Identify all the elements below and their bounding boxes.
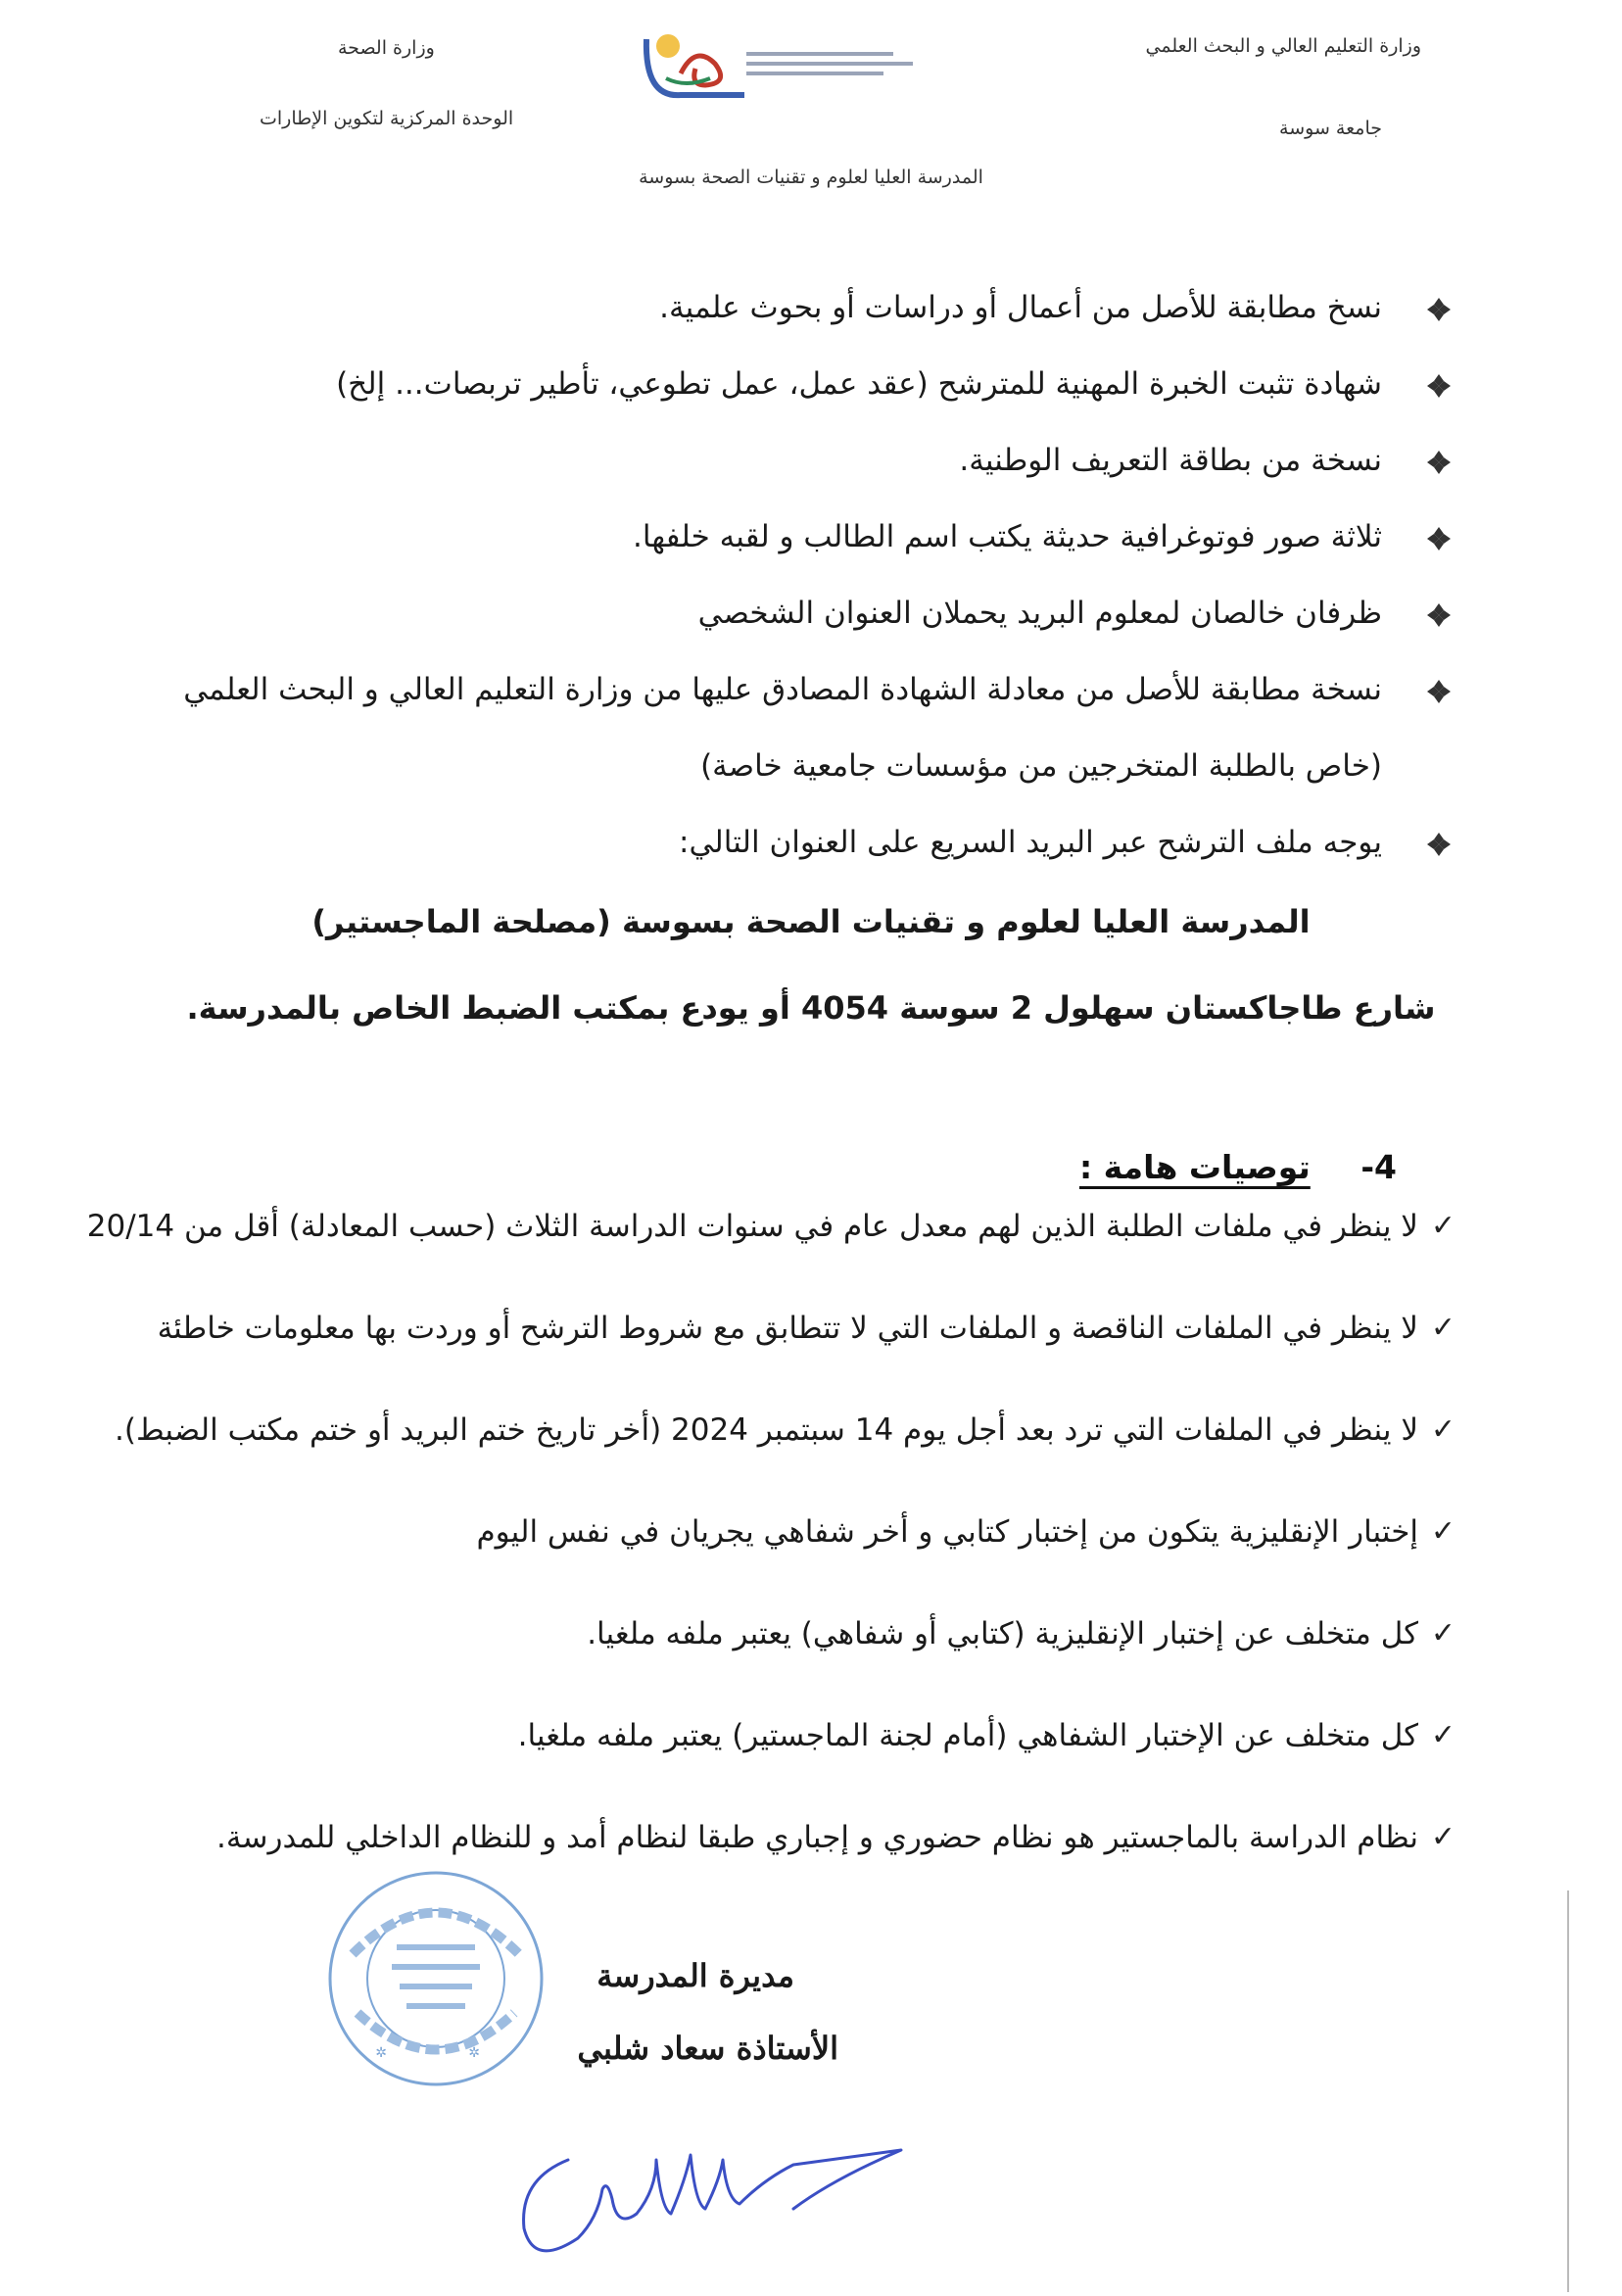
document-text: يوجه ملف الترشح عبر البريد السريع على العنوان التالي: <box>679 825 1382 860</box>
address-line-1: المدرسة العليا لعلوم و تقنيات الصحة بسوسة (مصلحة الماجستير) <box>311 903 1311 940</box>
list-item <box>114 346 1465 422</box>
section-heading <box>1079 1148 1397 1186</box>
handwritten-signature-icon <box>509 2121 921 2268</box>
director-name: الأستاذة سعاد شلبي <box>577 2030 838 2067</box>
section-number: 4- <box>1360 1148 1397 1186</box>
recommendation-text: لا ينظر في ملفات الطلبة الذين لهم معدل عام في سنوات الدراسة الثلاث (حسب المعادلة) أقل من 20/14 <box>86 1209 1418 1244</box>
recommendation-text: إختبار الإنقليزية يتكون من إختبار كتابي و أخر شفاهي يجريان في نفس اليوم <box>476 1514 1418 1550</box>
document-text: ظرفان خالصان لمعلوم البريد يحملان العنوان الشخصي <box>697 596 1382 631</box>
training-unit: الوحدة المركزية لتكوين الإطارات <box>260 108 514 129</box>
recommendation-text: لا ينظر في الملفات الناقصة و الملفات التي لا تتطابق مع شروط الترشح أو وردت بها معلومات خاطئة <box>157 1311 1418 1346</box>
check-mark-icon: ✓ <box>1430 1718 1455 1752</box>
address-line-2: شارع طاجاكستان سهلول 2 سوسة 4054 أو يودع بمكتب الضبط الخاص بالمدرسة. <box>186 989 1436 1027</box>
document-text: شهادة تثبت الخبرة المهنية للمترشح (عقد عمل، عمل تطوعي، تأطير تربصات... إلخ) <box>336 366 1382 402</box>
recommendation-text: كل متخلف عن الإختبار الشفاهي (أمام لجنة الماجستير) يعتبر ملفه ملغيا. <box>517 1718 1418 1753</box>
section-title: توصيات هامة : <box>1078 1148 1311 1186</box>
ministry-health: وزارة الصحة <box>338 37 435 59</box>
list-item <box>45 1404 1455 1506</box>
list-item <box>45 1506 1455 1607</box>
school-name: المدرسة العليا لعلوم و تقنيات الصحة بسوسة <box>639 167 983 188</box>
diamond-bullet-icon <box>1424 524 1454 553</box>
document-text: نسخ مطابقة للأصل من أعمال أو دراسات أو بحوث علمية. <box>659 290 1382 325</box>
diamond-bullet-icon <box>1424 448 1454 477</box>
list-item <box>114 499 1465 575</box>
svg-text:✲: ✲ <box>375 2045 387 2061</box>
ministry-higher-education: وزارة التعليم العالي و البحث العلمي <box>1145 35 1421 57</box>
recommendation-text: كل متخلف عن إختبار الإنقليزية (كتابي أو شفاهي) يعتبر ملفه ملغيا. <box>587 1616 1418 1651</box>
diamond-bullet-icon <box>1424 677 1454 706</box>
school-logo-icon <box>637 24 921 108</box>
document-text: نسخة مطابقة للأصل من معادلة الشهادة المصادق عليها من وزارة التعليم العالي و البحث العلمي (خاص بالطلبة المتخرجين من مؤسسات جامعية خاصة) <box>183 672 1382 784</box>
list-item <box>45 1302 1455 1404</box>
check-mark-icon: ✓ <box>1430 1412 1455 1447</box>
list-item <box>45 1709 1455 1811</box>
list-item <box>45 1200 1455 1302</box>
recommendations-list <box>45 1200 1455 1913</box>
recommendation-text: لا ينظر في الملفات التي ترد بعد أجل يوم 14 سبتمبر 2024 (أخر تاريخ ختم البريد أو ختم مكتب الضبط). <box>115 1412 1418 1448</box>
list-item <box>114 804 1465 881</box>
svg-text:✲: ✲ <box>468 2045 480 2061</box>
list-item <box>114 422 1465 499</box>
diamond-bullet-icon <box>1424 295 1454 324</box>
check-mark-icon: ✓ <box>1430 1514 1455 1549</box>
check-mark-icon: ✓ <box>1430 1820 1455 1854</box>
diamond-bullet-icon <box>1424 371 1454 401</box>
official-stamp-icon <box>323 1866 549 2091</box>
list-item <box>45 1607 1455 1709</box>
recommendation-text: نظام الدراسة بالماجستير هو نظام حضوري و إجباري طبقا لنظام أمد و للنظام الداخلي للمدرسة. <box>216 1820 1418 1855</box>
director-title: مديرة المدرسة <box>596 1957 794 1994</box>
page-border-line <box>1567 1890 1569 2292</box>
list-item <box>114 269 1465 346</box>
documents-list <box>114 269 1465 881</box>
document-text: ثلاثة صور فوتوغرافية حديثة يكتب اسم الطالب و لقبه خلفها. <box>633 519 1382 554</box>
check-mark-icon: ✓ <box>1430 1209 1455 1243</box>
list-item <box>114 575 1465 651</box>
document-text: نسخة من بطاقة التعريف الوطنية. <box>959 443 1382 478</box>
diamond-bullet-icon <box>1424 830 1454 859</box>
diamond-bullet-icon <box>1424 600 1454 630</box>
check-mark-icon: ✓ <box>1430 1311 1455 1345</box>
list-item <box>45 1811 1455 1913</box>
list-item <box>114 651 1465 804</box>
check-mark-icon: ✓ <box>1430 1616 1455 1650</box>
university-name: جامعة سوسة <box>1279 118 1382 139</box>
